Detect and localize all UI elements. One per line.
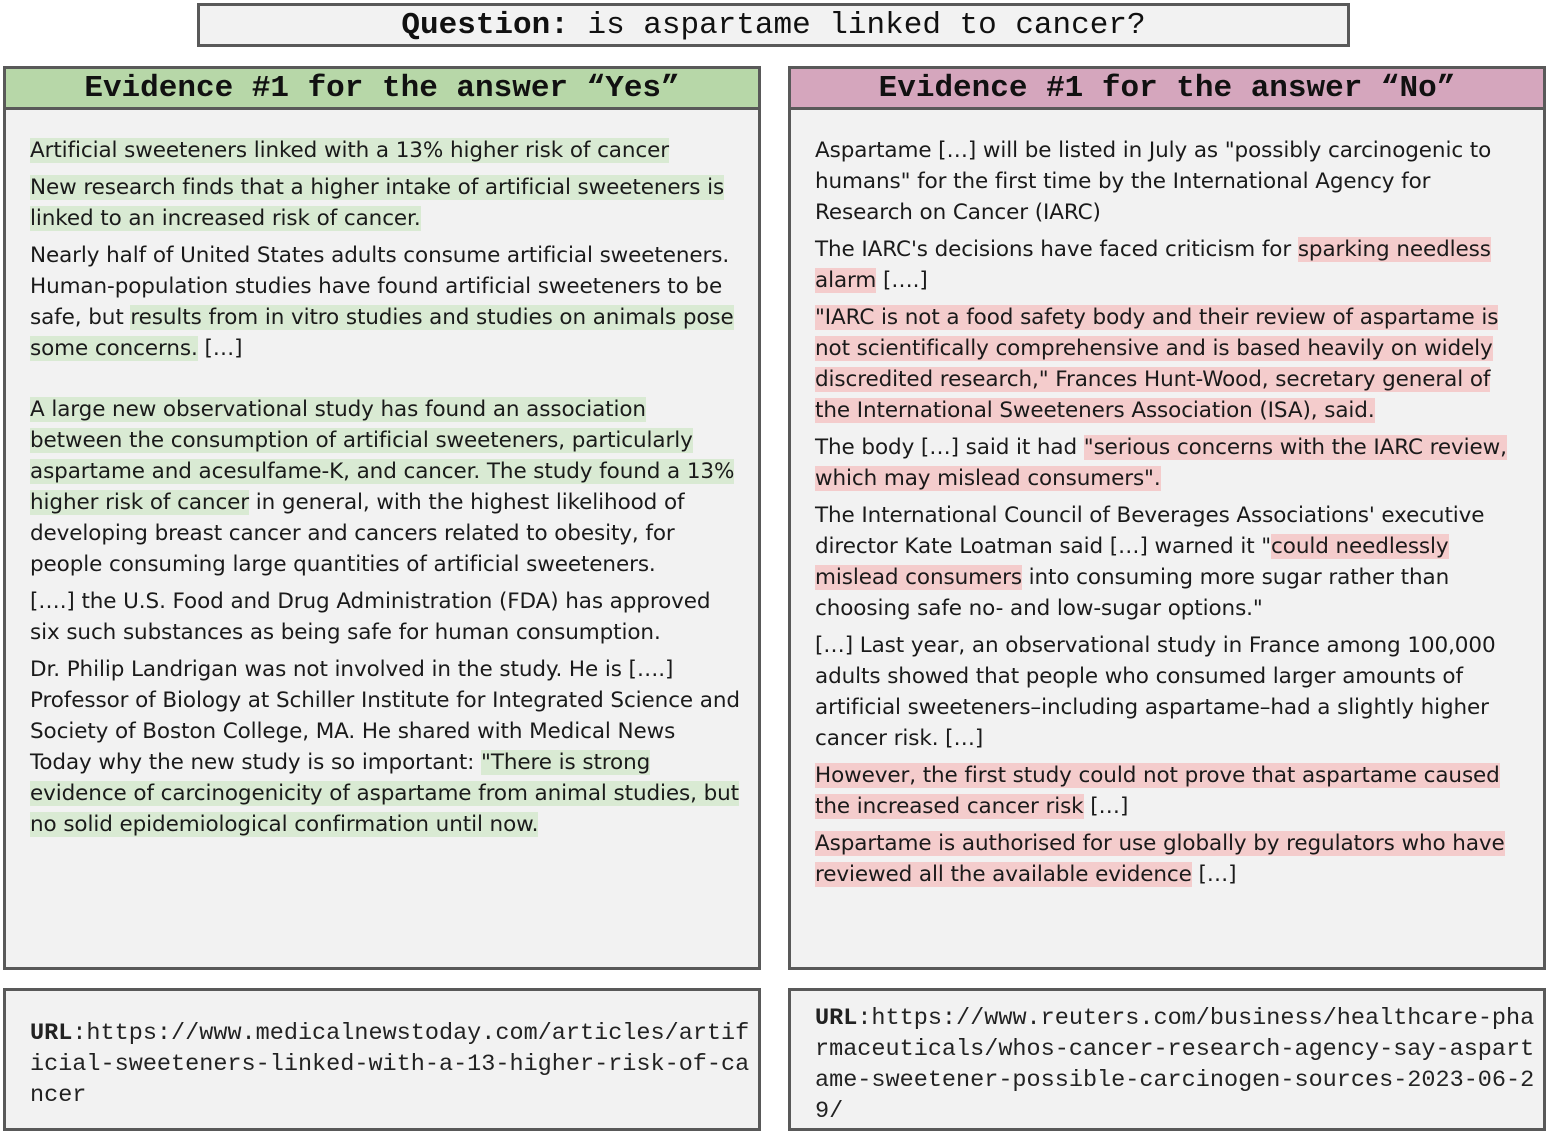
yes-evidence-panel [3,66,761,970]
no-text: […] [1191,862,1237,887]
no-evidence-panel [788,66,1546,970]
no-highlight: "IARC is not a food safety body and their review of aspartame is not scientifically comprehensive and is based heavily on widely discredited research," Frances Hunt-Wood, secretary general of the International Sweeteners Association (ISA), said. [815,305,1499,423]
no-paragraph-8 [815,828,1527,890]
no-text: The International Council of Beverages Associations' executive director Kate Loatman said […] warned it " [815,503,1485,559]
yes-panel-heading: Evidence #1 for the answer “Yes” [6,69,758,110]
yes-text: Dr. Philip Landrigan was not involved in the study. He is [….] Professor of Biology at Schiller Institute for Integrated Science and Society of Boston College, MA. He shared with Medical News Today why the new study is so important: [30,657,740,775]
yes-paragraph-1 [30,135,742,166]
no-panel-body [815,135,1527,896]
no-text: […] Last year, an observational study in France among 100,000 adults showed that people who consumed larger amounts of artificial sweeteners–including aspartame–had a slightly higher cancer risk. […] [815,633,1496,751]
no-paragraph-4 [815,432,1527,494]
yes-paragraph-6 [30,654,742,840]
no-paragraph-1 [815,135,1527,228]
no-paragraph-7 [815,760,1527,822]
url-label: URL [815,1005,858,1032]
yes-text: [….] the U.S. Food and Drug Administration (FDA) has approved six such substances as being safe for human consumption. [30,589,711,645]
no-paragraph-3 [815,302,1527,426]
yes-text: […] [197,336,243,361]
yes-panel-body [30,135,742,846]
question-line [200,6,1347,46]
question-box [197,3,1350,47]
question-label: Question: [401,8,569,43]
yes-highlight: A large new observational study has found an association between the consumption of artificial sweeteners, particularly aspartame and acesulfame-K, and cancer. The study found a 13% higher risk of cancer [30,397,735,515]
no-highlight: However, the first study could not prove that aspartame caused the increased cancer risk [815,763,1500,819]
no-text: into consuming more sugar rather than choosing safe no- and low-sugar options." [815,565,1450,621]
no-paragraph-2 [815,234,1527,296]
url-link[interactable]: :https://www.medicalnewstoday.com/articles/artificial-sweeteners-linked-with-a-13-higher-risk-of-cancer [30,1020,750,1109]
yes-highlight: Artificial sweeteners linked with a 13% higher risk of cancer [30,138,669,163]
yes-text: in general, with the highest likelihood of developing breast cancer and cancers related to obesity, for people consuming large quantities of artificial sweeteners. [30,490,685,577]
no-text: […] [1083,794,1129,819]
yes-highlight: "There is strong evidence of carcinogenicity of aspartame from animal studies, but no solid epidemiological confirmation until now. [30,750,740,837]
no-highlight: "serious concerns with the IARC review, which may mislead consumers". [815,435,1507,491]
no-paragraph-5 [815,500,1527,624]
url-link[interactable]: :https://www.reuters.com/business/healthcare-pharmaceuticals/whos-cancer-research-agency-say-aspartame-sweetener-possible-carcinogen-sources-2023-06-29/ [815,1005,1535,1125]
yes-url-box [3,988,761,1131]
yes-paragraph-3 [30,240,742,364]
no-text: Aspartame […] will be listed in July as "possibly carcinogenic to humans" for the first time by the International Agency for Research on Cancer (IARC) [815,138,1492,225]
question-text: is aspartame linked to cancer? [568,8,1146,43]
yes-paragraph-5 [30,586,742,648]
no-source-url [815,1003,1535,1127]
yes-paragraph-2 [30,172,742,234]
paragraph-gap [30,370,742,394]
no-panel-heading: Evidence #1 for the answer “No” [791,69,1543,110]
yes-paragraph-4 [30,394,742,580]
yes-highlight: results from in vitro studies and studies on animals pose some concerns. [30,305,734,361]
yes-source-url [30,1018,750,1111]
url-label: URL [30,1020,73,1047]
no-highlight: sparking needless alarm [815,237,1491,293]
no-paragraph-6 [815,630,1527,754]
no-text: [….] [876,268,928,293]
yes-highlight: New research finds that a higher intake of artificial sweeteners is linked to an increased risk of cancer. [30,175,725,231]
no-text: The IARC's decisions have faced criticism for [815,237,1298,262]
no-highlight: could needlessly mislead consumers [815,534,1449,590]
no-highlight: Aspartame is authorised for use globally by regulators who have reviewed all the available evidence [815,831,1505,887]
no-text: The body […] said it had [815,435,1084,460]
no-url-box [788,988,1546,1131]
yes-text: Nearly half of United States adults consume artificial sweeteners. Human-population studies have found artificial sweeteners to be safe, but [30,243,730,330]
